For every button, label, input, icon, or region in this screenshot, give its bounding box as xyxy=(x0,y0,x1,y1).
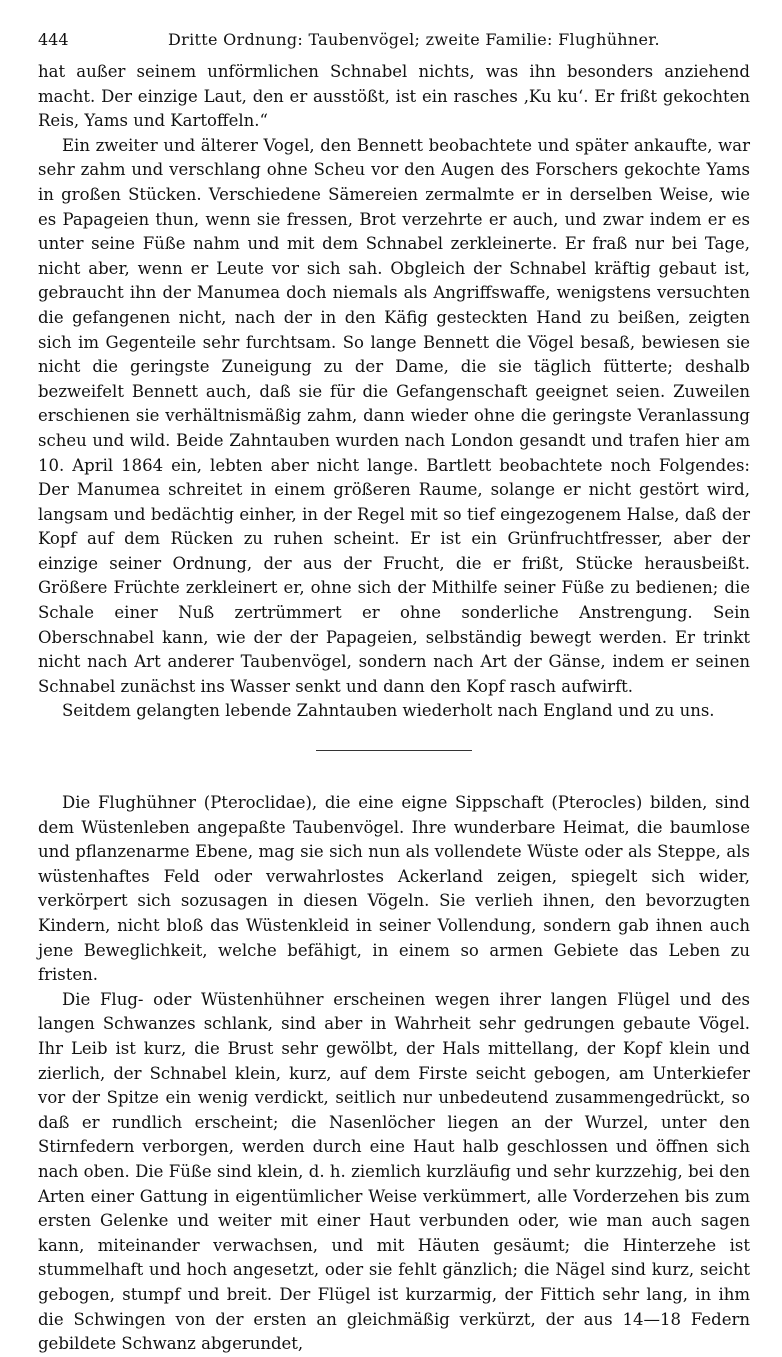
paragraph: Die Flughühner (Pteroclidae), die eine eigne Sippschaft (Pterocles) bilden, sind dem Wüstenleben angepaßte Taubenvögel. Ihre wunderbare Heimat, die baumlose und pflanzenarme Ebene, mag sie sich nun als vollendete Wüste oder als Steppe, als wüstenhaftes Feld oder verwahrlostes Ackerland zeigen, spiegelt sich wider, verkörpert sich sozusagen in diesen Vögeln. Sie verlieh ihnen, den bevorzugten Kindern, nicht bloß das Wüstenkleid in seiner Vollendung, sondern gab ihnen auch jene Beweglichkeit, welche befähigt, in einem so armen Gebiete das Leben zu fristen. xyxy=(38,793,750,985)
running-head: Dritte Ordnung: Taubenvögel; zweite Familie: Flughühner. xyxy=(168,30,660,49)
page-header xyxy=(38,28,742,52)
page-body xyxy=(38,60,750,1357)
page-number: 444 xyxy=(38,30,69,49)
paragraph: Die Flug- oder Wüstenhühner erscheinen wegen ihrer langen Flügel und des langen Schwanzes schlank, sind aber in Wahrheit sehr gedrungen gebaute Vögel. Ihr Leib ist kurz, die Brust sehr gewölbt, der Hals mittellang, der Kopf klein und zierlich, der Schnabel klein, kurz, auf dem Firste seicht gebogen, am Unterkiefer vor der Spitze ein wenig verdickt, seitlich nur unbedeutend zusammengedrückt, so daß er rundlich erscheint; die Nasenlöcher liegen an der Wurzel, unter den Stirnfedern verborgen, werden durch eine Haut halb geschlossen und öffnen sich nach oben. Die Füße sind klein, d. h. ziemlich kurzläufig und sehr kurzzehig, bei den Arten einer Gattung in eigentümlicher Weise verkümmert, alle Vorderzehen bis zum ersten Gelenke und weiter mit einer Haut verbunden oder, wie man auch sagen kann, miteinander verwachsen, und mit Häuten gesäumt; die Hinterzehe ist stummelhaft und hoch angesetzt, oder sie fehlt gänzlich; die Nägel sind kurz, seicht gebogen, stumpf und breit. Der Flügel ist kurzarmig, der Fittich sehr lang, in ihm die Schwingen von der ersten an gleichmäßig verkürzt, der aus 14—18 Federn gebildete Schwanz abgerundet, xyxy=(38,989,750,1354)
paragraph-continuation: hat außer seinem unförmlichen Schnabel nichts, was ihn besonders anziehend macht. Der einzige Laut, den er ausstößt, ist ein rasches ‚Ku ku‘. Er frißt gekochten Reis, Yams und Kartoffeln.“ xyxy=(38,62,750,131)
paragraph: Ein zweiter und älterer Vogel, den Bennett beobachtete und später ankaufte, war sehr zahm und verschlang ohne Scheu vor den Augen des Forschers gekochte Yams in großen Stücken. Verschiedene Sämereien zermalmte er in derselben Weise, wie es Papageien thun, wenn sie fressen, Brot verzehrte er auch, und zwar indem er es unter seine Füße nahm und mit dem Schnabel zerkleinerte. Er fraß nur bei Tage, nicht aber, wenn er Leute vor sich sah. Obgleich der Schnabel kräftig gebaut ist, gebraucht ihn der Manumea doch niemals als Angriffswaffe, wenigstens versuchten die gefangenen nicht, nach der in den Käfig gesteckten Hand zu beißen, zeigten sich im Gegenteile sehr furchtsam. So lange Bennett die Vögel besaß, bewiesen sie nicht die geringste Zuneigung zu der Dame, die sie täglich fütterte; deshalb bezweifelt Bennett auch, daß sie für die Gefangenschaft geeignet seien. Zuweilen erschienen sie verhältnismäßig zahm, dann wieder ohne die geringste Veranlassung scheu und wild. Beide Zahntauben wurden nach London gesandt und trafen hier am 10. April 1864 ein, lebten aber nicht lange. Bartlett beobachtete noch Folgendes: Der Manumea schreitet in einem größeren Raume, solange er nicht gestört wird, langsam und bedächtig einher, in der Regel mit so tief eingezogenem Halse, daß der Kopf auf dem Rücken zu ruhen scheint. Er ist ein Grünfruchtfresser, aber der einzige seiner Ordnung, der aus der Frucht, die er frißt, Stücke herausbeißt. Größere Früchte zerkleinert er, ohne sich der Mithilfe seiner Füße zu bedienen; die Schale einer Nuß zertrümmert er ohne sonderliche Anstrengung. Sein Oberschnabel kann, wie der der Papageien, selbständig bewegt werden. Er trinkt nicht nach Art anderer Taubenvögel, sondern nach Art der Gänse, indem er seinen Schnabel zunächst ins Wasser senkt und dann den Kopf rasch aufwirft. xyxy=(38,135,750,696)
section-divider xyxy=(316,750,472,751)
paragraph: Seitdem gelangten lebende Zahntauben wiederholt nach England und zu uns. xyxy=(62,701,715,721)
